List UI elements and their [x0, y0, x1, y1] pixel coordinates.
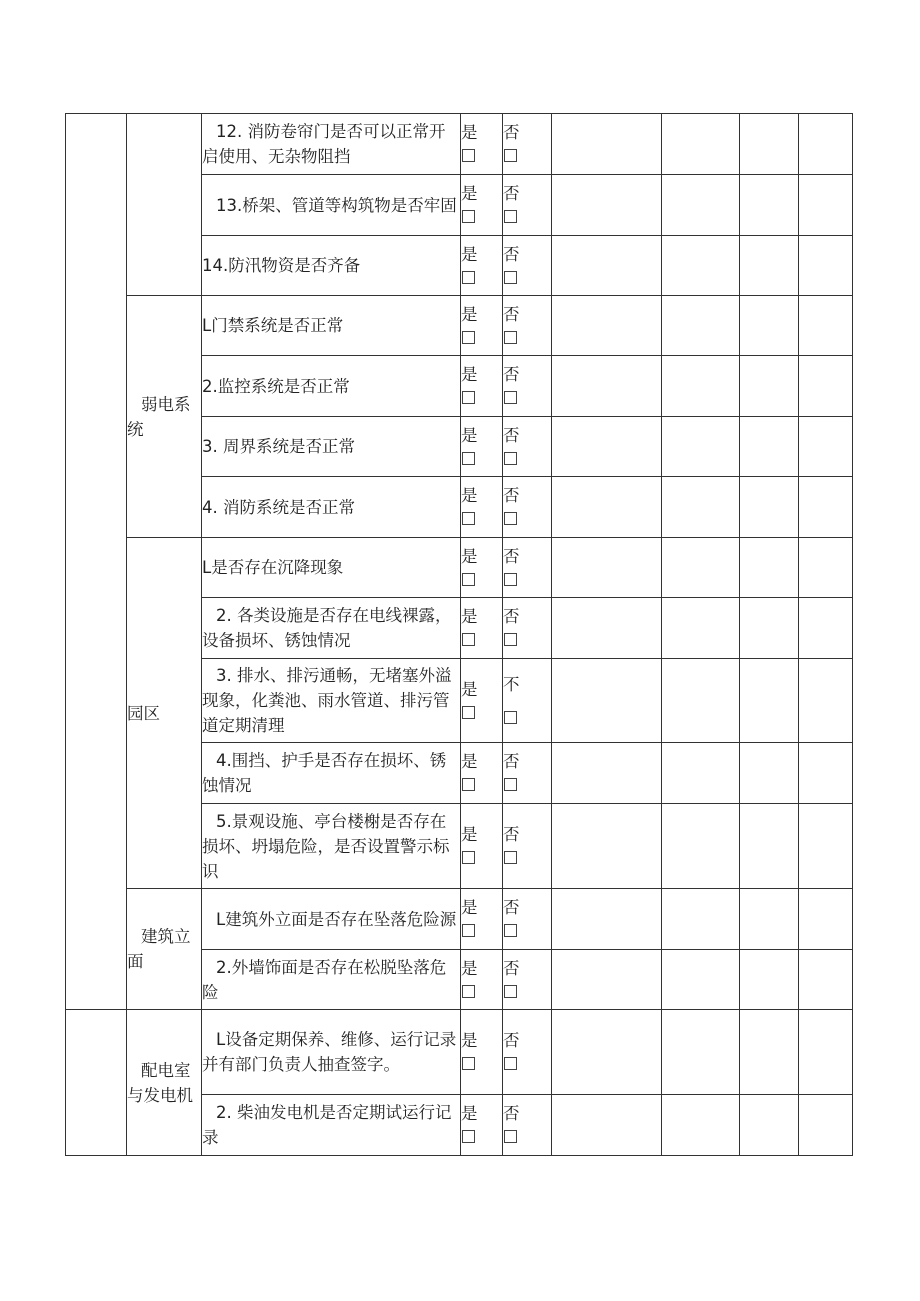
blank-cell[interactable]	[552, 598, 662, 659]
blank-cell[interactable]	[799, 417, 853, 477]
no-option-cell[interactable]: 否	[503, 477, 552, 538]
item-cell: L门禁系统是否正常	[202, 296, 461, 356]
yes-option-cell[interactable]: 是	[461, 477, 503, 538]
blank-cell[interactable]	[740, 1095, 799, 1156]
blank-cell[interactable]	[662, 950, 740, 1010]
no-checkbox[interactable]	[504, 391, 517, 404]
blank-cell[interactable]	[740, 114, 799, 175]
blank-cell[interactable]	[799, 598, 853, 659]
no-option-cell[interactable]: 否	[503, 889, 552, 950]
yes-option-cell[interactable]: 是	[461, 114, 503, 175]
blank-cell[interactable]	[662, 659, 740, 743]
yes-option-cell[interactable]: 是	[461, 356, 503, 417]
table-row	[66, 1010, 853, 1095]
blank-cell[interactable]	[662, 1095, 740, 1156]
blank-cell[interactable]	[740, 804, 799, 889]
blank-cell[interactable]	[552, 950, 662, 1010]
blank-cell[interactable]	[662, 417, 740, 477]
item-cell: 5.景观设施、亭台楼榭是否存在损坏、坍塌危险，是否设置警示标识	[202, 804, 461, 889]
blank-cell[interactable]	[740, 598, 799, 659]
blank-cell[interactable]	[740, 236, 799, 296]
no-checkbox[interactable]	[504, 1057, 517, 1070]
table-row	[66, 296, 853, 356]
blank-cell[interactable]	[662, 743, 740, 804]
section-cell-facade: 建筑立面	[127, 889, 202, 1010]
yes-checkbox[interactable]	[462, 271, 475, 284]
blank-cell[interactable]	[799, 236, 853, 296]
blank-cell[interactable]	[552, 1095, 662, 1156]
blank-cell[interactable]	[552, 743, 662, 804]
blank-cell[interactable]	[740, 477, 799, 538]
blank-cell[interactable]	[740, 889, 799, 950]
no-checkbox[interactable]	[504, 1130, 517, 1143]
no-checkbox[interactable]	[504, 778, 517, 791]
blank-cell[interactable]	[740, 175, 799, 236]
no-option-cell[interactable]: 否	[503, 1010, 552, 1095]
yes-option-cell[interactable]: 是	[461, 175, 503, 236]
item-cell: 2. 各类设施是否存在电线裸露，设备损坏、锈蚀情况	[202, 598, 461, 659]
item-cell: L设备定期保养、维修、运行记录并有部门负责人抽查签字。	[202, 1010, 461, 1095]
yes-checkbox[interactable]	[462, 452, 475, 465]
yes-checkbox[interactable]	[462, 512, 475, 525]
item-cell: 4. 消防系统是否正常	[202, 477, 461, 538]
item-cell: L建筑外立面是否存在坠落危险源	[202, 889, 461, 950]
blank-cell[interactable]	[552, 804, 662, 889]
blank-cell[interactable]	[799, 804, 853, 889]
blank-cell[interactable]	[662, 598, 740, 659]
blank-cell[interactable]	[740, 659, 799, 743]
blank-cell[interactable]	[662, 296, 740, 356]
no-checkbox[interactable]	[504, 331, 517, 344]
table-row	[66, 889, 853, 950]
blank-cell[interactable]	[740, 1010, 799, 1095]
no-checkbox[interactable]	[504, 149, 517, 162]
section-cell-park: 园区	[127, 538, 202, 889]
no-checkbox[interactable]	[504, 573, 517, 586]
no-checkbox[interactable]	[504, 271, 517, 284]
blank-cell[interactable]	[799, 538, 853, 598]
blank-cell[interactable]	[552, 538, 662, 598]
blank-cell[interactable]	[552, 1010, 662, 1095]
yes-checkbox[interactable]	[462, 1130, 475, 1143]
blank-cell[interactable]	[552, 114, 662, 175]
no-checkbox[interactable]	[504, 711, 517, 724]
no-option-cell[interactable]: 否	[503, 417, 552, 477]
yes-checkbox[interactable]	[462, 851, 475, 864]
no-option-cell[interactable]: 否	[503, 804, 552, 889]
item-cell: L是否存在沉降现象	[202, 538, 461, 598]
blank-cell[interactable]	[662, 538, 740, 598]
item-cell: 2. 柴油发电机是否定期试运行记录	[202, 1095, 461, 1156]
blank-cell[interactable]	[799, 889, 853, 950]
yes-checkbox[interactable]	[462, 331, 475, 344]
blank-cell[interactable]	[799, 950, 853, 1010]
item-cell: 4.围挡、护手是否存在损坏、锈蚀情况	[202, 743, 461, 804]
no-option-cell[interactable]: 否	[503, 1095, 552, 1156]
yes-option-cell[interactable]: 是	[461, 1010, 503, 1095]
yes-option-cell[interactable]: 是	[461, 743, 503, 804]
no-option-cell[interactable]: 否	[503, 356, 552, 417]
blank-cell[interactable]	[740, 296, 799, 356]
inspection-checklist-table	[65, 113, 853, 1156]
blank-cell[interactable]	[662, 804, 740, 889]
item-cell: 2.外墙饰面是否存在松脱坠落危险	[202, 950, 461, 1010]
no-checkbox[interactable]	[504, 512, 517, 525]
yes-checkbox[interactable]	[462, 210, 475, 223]
item-cell: 3. 周界系统是否正常	[202, 417, 461, 477]
yes-checkbox[interactable]	[462, 1057, 475, 1070]
blank-cell[interactable]	[799, 356, 853, 417]
blank-cell[interactable]	[662, 114, 740, 175]
yes-option-cell[interactable]: 是	[461, 659, 503, 743]
area-cell-1	[66, 114, 127, 1010]
no-checkbox[interactable]	[504, 924, 517, 937]
no-option-cell[interactable]: 否	[503, 175, 552, 236]
item-cell: 14.防汛物资是否齐备	[202, 236, 461, 296]
blank-cell[interactable]	[799, 175, 853, 236]
yes-option-cell[interactable]: 是	[461, 598, 503, 659]
no-option-cell[interactable]: 否	[503, 743, 552, 804]
blank-cell[interactable]	[552, 356, 662, 417]
blank-cell[interactable]	[799, 114, 853, 175]
yes-option-cell[interactable]: 是	[461, 950, 503, 1010]
table-row	[66, 538, 853, 598]
blank-cell[interactable]	[799, 296, 853, 356]
yes-checkbox[interactable]	[462, 391, 475, 404]
yes-option-cell[interactable]: 是	[461, 889, 503, 950]
blank-cell[interactable]	[662, 1010, 740, 1095]
yes-option-cell[interactable]: 是	[461, 1095, 503, 1156]
blank-cell[interactable]	[552, 477, 662, 538]
no-checkbox[interactable]	[504, 851, 517, 864]
yes-checkbox[interactable]	[462, 149, 475, 162]
blank-cell[interactable]	[662, 356, 740, 417]
no-option-cell[interactable]: 否	[503, 538, 552, 598]
yes-option-cell[interactable]: 是	[461, 804, 503, 889]
blank-cell[interactable]	[799, 1095, 853, 1156]
blank-cell[interactable]	[740, 743, 799, 804]
no-checkbox[interactable]	[504, 633, 517, 646]
blank-cell[interactable]	[662, 889, 740, 950]
no-option-cell[interactable]: 否	[503, 296, 552, 356]
item-cell: 12. 消防卷帘门是否可以正常开启使用、无杂物阻挡	[202, 114, 461, 175]
section-cell-prev	[127, 114, 202, 296]
yes-checkbox[interactable]	[462, 633, 475, 646]
blank-cell[interactable]	[740, 417, 799, 477]
yes-option-cell[interactable]: 是	[461, 296, 503, 356]
blank-cell[interactable]	[799, 743, 853, 804]
yes-checkbox[interactable]	[462, 778, 475, 791]
blank-cell[interactable]	[552, 659, 662, 743]
yes-checkbox[interactable]	[462, 985, 475, 998]
yes-option-cell[interactable]: 是	[461, 538, 503, 598]
blank-cell[interactable]	[740, 356, 799, 417]
no-option-cell[interactable]: 否	[503, 114, 552, 175]
blank-cell[interactable]	[552, 296, 662, 356]
blank-cell[interactable]	[799, 659, 853, 743]
blank-cell[interactable]	[552, 175, 662, 236]
no-option-cell[interactable]: 不	[503, 659, 552, 743]
blank-cell[interactable]	[740, 538, 799, 598]
no-checkbox[interactable]	[504, 452, 517, 465]
blank-cell[interactable]	[662, 477, 740, 538]
no-option-cell[interactable]: 否	[503, 236, 552, 296]
area-cell-2	[66, 1010, 127, 1156]
item-cell: 2.监控系统是否正常	[202, 356, 461, 417]
section-cell-power-room: 配电室与发电机	[127, 1010, 202, 1156]
no-checkbox[interactable]	[504, 985, 517, 998]
yes-checkbox[interactable]	[462, 924, 475, 937]
blank-cell[interactable]	[799, 477, 853, 538]
blank-cell[interactable]	[662, 175, 740, 236]
blank-cell[interactable]	[552, 417, 662, 477]
yes-checkbox[interactable]	[462, 573, 475, 586]
item-cell: 3. 排水、排污通畅，无堵塞外溢现象，化粪池、雨水管道、排污管道定期清理	[202, 659, 461, 743]
no-checkbox[interactable]	[504, 210, 517, 223]
yes-option-cell[interactable]: 是	[461, 417, 503, 477]
no-option-cell[interactable]: 否	[503, 950, 552, 1010]
section-cell-weak-current: 弱电系统	[127, 296, 202, 538]
blank-cell[interactable]	[740, 950, 799, 1010]
yes-checkbox[interactable]	[462, 706, 475, 719]
blank-cell[interactable]	[552, 889, 662, 950]
blank-cell[interactable]	[552, 236, 662, 296]
no-option-cell[interactable]: 否	[503, 598, 552, 659]
blank-cell[interactable]	[662, 236, 740, 296]
item-cell: 13.桥架、管道等构筑物是否牢固	[202, 175, 461, 236]
blank-cell[interactable]	[799, 1010, 853, 1095]
yes-option-cell[interactable]: 是	[461, 236, 503, 296]
table-row	[66, 114, 853, 175]
